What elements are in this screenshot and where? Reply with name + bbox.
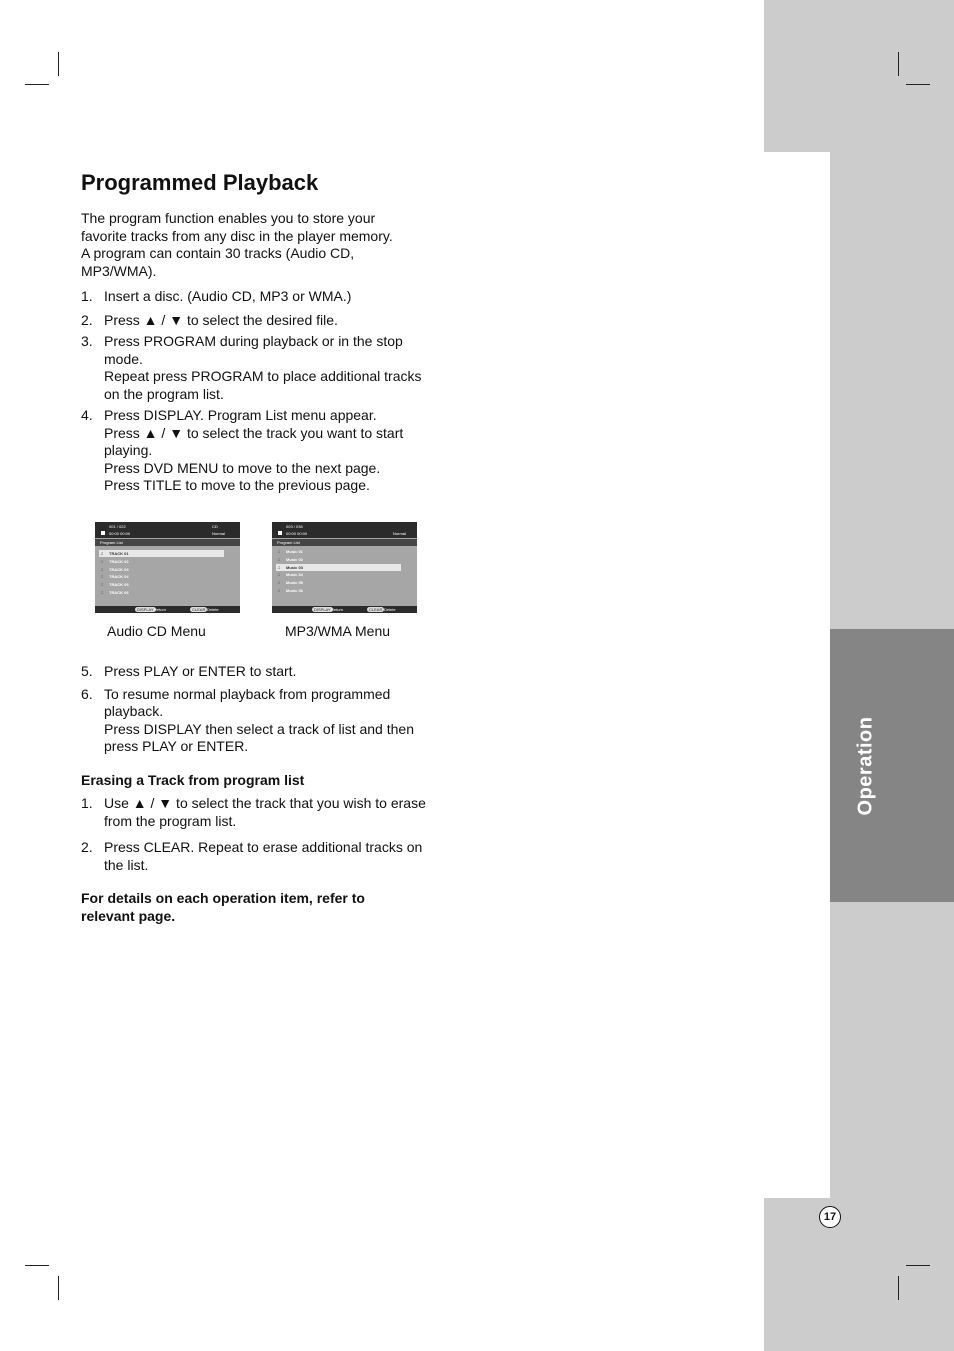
step-text: Press ▲ / ▼ to select the track you want to start playing. [104,424,404,458]
step-item [81,686,431,756]
menu-illustrations [95,522,425,642]
step-text: Press CLEAR. Repeat to erase additional tracks on the list. [104,839,423,873]
crop-mark [58,1276,59,1300]
step-item [81,795,431,830]
music-note-icon: ♫ [277,556,281,563]
screen-header [95,522,240,538]
clear-button[interactable]: CLEAR [369,607,383,612]
crop-mark [906,1265,930,1266]
disc-type: CD [212,524,218,529]
mp3-wma-menu-screen [272,522,417,613]
page-number: 17 [819,1206,841,1228]
track-counter: 001 / 022 [109,524,126,529]
list-title: Program List [277,540,300,545]
crop-mark [25,1265,49,1266]
program-list-item[interactable] [276,587,401,594]
program-list-item[interactable] [99,566,224,573]
step-number: 3. [81,333,93,349]
step-number: 4. [81,407,93,423]
step-text: Press DISPLAY. Program List menu appear. [104,407,377,423]
time-readout: 00:00 00:00 [286,531,308,536]
section-tab-label: Operation [854,716,877,816]
track-label: Music 05 [286,580,303,586]
list-header [272,539,417,546]
crop-mark [906,84,930,85]
mp3-wma-caption: MP3/WMA Menu [285,623,391,639]
intro [81,210,421,280]
track-label: Music 04 [286,572,303,578]
step-item [81,312,431,330]
step-text: Press PROGRAM during playback or in the stop mode. [104,333,403,367]
play-mode: Normal [393,531,406,536]
music-note-icon: ♫ [100,566,104,573]
steps-list [81,288,431,495]
step-text: Press DISPLAY then select a track of list and then press PLAY or ENTER. [104,720,414,754]
erase-steps-list [81,795,431,874]
step-text: Press TITLE to move to the previous page. [104,477,370,493]
step-number: 2. [81,839,93,855]
screen-footer [95,606,240,613]
track-counter: 003 / 036 [286,524,303,529]
program-list-item[interactable] [99,558,224,565]
crop-mark [898,52,899,76]
intro-text: The program function enables you to store your favorite tracks from any disc in the player memory. [81,210,393,244]
time-readout: 00:00 00:00 [109,531,131,536]
track-label: TRACK 02 [109,558,129,564]
side-strip-top [764,0,954,152]
page-title: Programmed Playback [81,170,319,195]
music-note-icon: ♫ [100,574,104,581]
step-number: 2. [81,311,93,328]
track-label: TRACK 06 [109,590,129,595]
program-list-item[interactable] [276,579,401,586]
program-list-item[interactable] [99,550,224,557]
display-button[interactable]: DISPLAY [137,607,154,612]
step-number: 6. [81,685,93,702]
stop-icon [278,531,282,535]
step-text: Press PLAY or ENTER to start. [104,663,297,679]
delete-label: Delete [384,607,396,612]
music-note-icon: ♫ [100,551,104,557]
program-list-item[interactable] [276,556,401,563]
audio-cd-caption: Audio CD Menu [107,623,206,639]
step-number: 1. [81,795,93,811]
track-label: TRACK 03 [109,566,129,572]
music-note-icon: ♫ [277,588,281,594]
step-text: Repeat press PROGRAM to place additional tracks on the program list. [104,368,422,402]
track-label: TRACK 01 [109,551,129,556]
music-note-icon: ♫ [100,558,104,565]
step-text: Use ▲ / ▼ to select the track that you wish to erase from the program list. [104,795,426,829]
program-list-item[interactable] [276,571,401,578]
crop-mark [898,1276,899,1300]
program-list-item[interactable] [99,581,224,588]
crop-mark [58,52,59,76]
step-item [81,333,431,403]
music-note-icon: ♫ [100,590,104,596]
intro-text: A program can contain 30 tracks (Audio CD, MP3/WMA). [81,245,355,279]
music-note-icon: ♫ [277,564,281,571]
section-tab [830,629,954,902]
music-note-icon: ♫ [277,549,281,555]
clear-button[interactable]: CLEAR [192,607,206,612]
step-text: Press DVD MENU to move to the next page. [104,459,381,476]
section-heading: Erasing a Track from program list [81,772,305,788]
stop-icon [101,531,105,535]
step-number: 5. [81,663,93,679]
track-label: Music 02 [286,556,303,562]
program-list-item[interactable] [99,589,224,596]
steps-list [81,663,431,756]
music-note-icon: ♫ [277,580,281,587]
track-label: Music 06 [286,588,303,593]
return-label: Return [154,607,167,612]
side-strip-bottom [764,1198,954,1351]
step-item [81,407,431,495]
crop-mark [25,84,49,85]
step-text: Insert a disc. (Audio CD, MP3 or WMA.) [104,288,352,304]
music-note-icon: ♫ [100,582,104,589]
delete-label: Delete [207,607,219,612]
screen-footer [272,606,417,613]
step-text: To resume normal playback from programmed playback. [104,685,391,719]
step-item [81,288,431,306]
screen-header [272,522,417,538]
track-label: TRACK 04 [109,574,129,580]
program-list-item[interactable] [276,564,401,571]
step-item [81,663,431,681]
track-label: Music 01 [286,549,303,554]
list-header [95,539,240,546]
track-label: Music 03 [286,564,303,570]
program-list-item[interactable] [99,573,224,580]
display-button[interactable]: DISPLAY [314,607,331,612]
return-label: Return [331,607,344,612]
track-label: TRACK 05 [109,582,129,588]
list-title: Program List [100,540,123,545]
step-item [81,839,431,874]
music-note-icon: ♫ [277,572,281,579]
program-list-item[interactable] [276,548,401,555]
step-text: Press ▲ / ▼ to select the desired file. [104,311,338,328]
note: For details on each operation item, refer to relevant page. [81,890,365,924]
step-number: 1. [81,288,93,304]
play-mode: Normal [212,531,225,536]
audio-cd-menu-screen [95,522,240,613]
